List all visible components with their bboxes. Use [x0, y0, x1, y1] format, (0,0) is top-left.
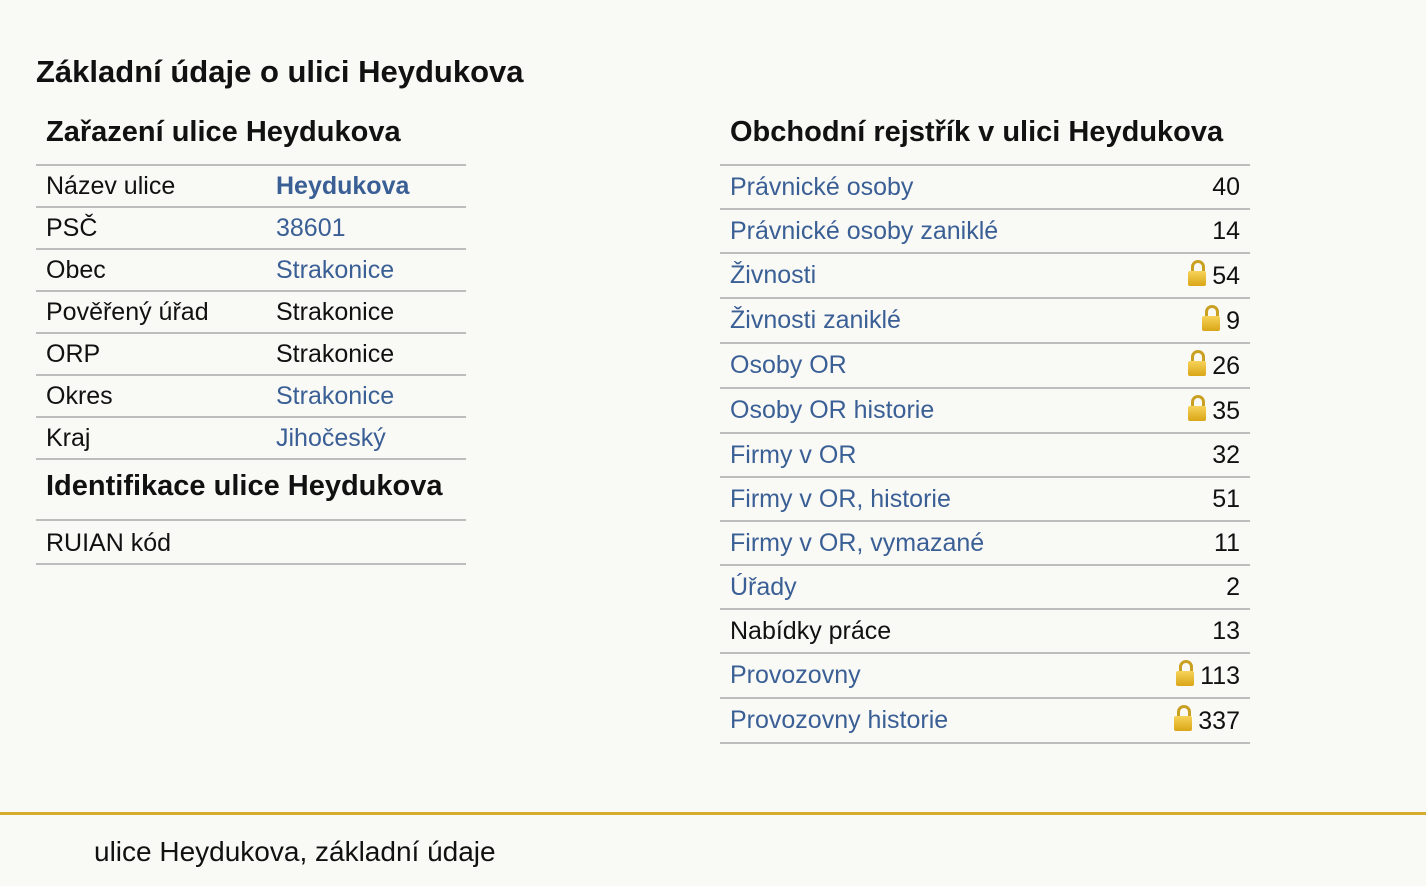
- registry-count: 51: [1129, 477, 1251, 521]
- table-row: [36, 375, 466, 417]
- registry-link-provozovny[interactable]: Provozovny: [730, 661, 861, 689]
- footer-divider: [0, 812, 1426, 815]
- business-registry-panel: [720, 110, 1250, 744]
- obec-link[interactable]: Strakonice: [276, 255, 395, 284]
- lock-icon: [1188, 395, 1206, 421]
- registry-count: 11: [1129, 521, 1251, 565]
- registry-link-firmy-v-or-vymazane[interactable]: Firmy v OR, vymazané: [730, 528, 985, 557]
- table-row: [36, 417, 466, 459]
- registry-count: 9: [1226, 307, 1240, 335]
- registry-count: 13: [1129, 609, 1251, 653]
- table-row: [36, 291, 466, 333]
- table-row: [720, 565, 1250, 609]
- registry-count: 40: [1129, 166, 1251, 209]
- registry-link-firmy-v-or[interactable]: Firmy v OR: [730, 440, 857, 469]
- registry-heading: Obchodní rejstřík v ulici Heydukova: [720, 110, 1250, 166]
- registry-link-pravnicke-osoby[interactable]: Právnické osoby: [730, 172, 914, 201]
- registry-label-nabidky-prace: Nabídky práce: [720, 609, 1129, 653]
- psc-link[interactable]: 38601: [276, 213, 346, 242]
- table-row: [720, 253, 1250, 298]
- table-row: [720, 521, 1250, 565]
- registry-count: 337: [1198, 707, 1240, 735]
- registry-count: 32: [1129, 433, 1251, 477]
- table-row: [720, 698, 1250, 743]
- table-row: [720, 298, 1250, 343]
- registry-link-zivnosti[interactable]: Živnosti: [730, 261, 817, 289]
- table-row: [36, 521, 466, 564]
- registry-link-urady[interactable]: Úřady: [730, 572, 797, 601]
- table-row: [720, 343, 1250, 388]
- row-key: RUIAN kód: [36, 521, 266, 564]
- footer-caption: ulice Heydukova, základní údaje: [94, 836, 496, 867]
- table-row: [720, 653, 1250, 698]
- page-title: Základní údaje o ulici Heydukova: [36, 54, 524, 89]
- table-row: [720, 209, 1250, 253]
- registry-count: 14: [1129, 209, 1251, 253]
- row-value: Strakonice: [266, 333, 466, 375]
- street-name-link[interactable]: Heydukova: [276, 171, 410, 200]
- table-row: [720, 433, 1250, 477]
- identification-table: [36, 521, 466, 565]
- lock-icon: [1202, 305, 1220, 331]
- table-row: [720, 388, 1250, 433]
- row-key: PSČ: [36, 207, 266, 249]
- row-value: Strakonice: [266, 291, 466, 333]
- okres-link[interactable]: Strakonice: [276, 381, 395, 410]
- table-row: [720, 166, 1250, 209]
- table-row: [36, 207, 466, 249]
- registry-count: 26: [1212, 352, 1240, 380]
- classification-heading: Zařazení ulice Heydukova: [36, 110, 466, 166]
- registry-count: 113: [1200, 662, 1240, 690]
- table-row: [36, 333, 466, 375]
- lock-icon: [1188, 350, 1206, 376]
- registry-link-osoby-or-historie[interactable]: Osoby OR historie: [730, 396, 935, 424]
- registry-link-firmy-v-or-historie[interactable]: Firmy v OR, historie: [730, 484, 951, 513]
- lock-icon: [1176, 660, 1194, 686]
- row-key: Pověřený úřad: [36, 291, 266, 333]
- table-row: [720, 609, 1250, 653]
- row-key: ORP: [36, 333, 266, 375]
- lock-icon: [1188, 260, 1206, 286]
- identification-heading: Identifikace ulice Heydukova: [36, 460, 466, 521]
- street-info-panel: [36, 110, 466, 565]
- kraj-link[interactable]: Jihočeský: [276, 423, 386, 452]
- table-row: [36, 166, 466, 207]
- classification-table: [36, 166, 466, 460]
- table-row: [720, 477, 1250, 521]
- registry-link-osoby-or[interactable]: Osoby OR: [730, 351, 847, 379]
- row-value: [266, 521, 466, 564]
- lock-icon: [1174, 705, 1192, 731]
- row-key: Okres: [36, 375, 266, 417]
- registry-table: [720, 166, 1250, 744]
- row-key: Obec: [36, 249, 266, 291]
- registry-count: 54: [1212, 262, 1240, 290]
- registry-link-pravnicke-osoby-zanikle[interactable]: Právnické osoby zaniklé: [730, 216, 999, 245]
- registry-count: 2: [1129, 565, 1251, 609]
- row-key: Název ulice: [36, 166, 266, 207]
- registry-count: 35: [1212, 397, 1240, 425]
- table-row: [36, 249, 466, 291]
- row-key: Kraj: [36, 417, 266, 459]
- registry-link-zivnosti-zanikle[interactable]: Živnosti zaniklé: [730, 306, 901, 334]
- registry-link-provozovny-historie[interactable]: Provozovny historie: [730, 706, 949, 734]
